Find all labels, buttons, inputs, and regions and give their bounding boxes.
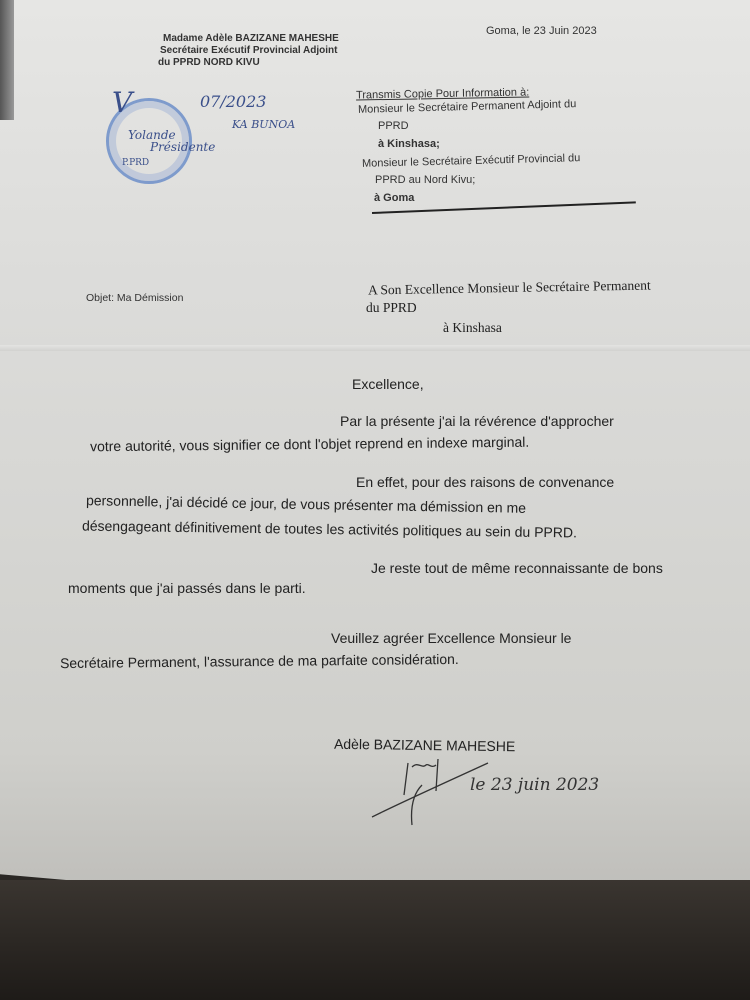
- addressee-line2: du PPRD: [366, 300, 417, 315]
- paragraph-1-line1: Par la présente j'ai la révérence d'approcher: [340, 413, 614, 429]
- copy-recipient-1-line1: Monsieur le Secrétaire Permanent Adjoint du: [357, 98, 577, 116]
- stamp-text: P.PRD: [122, 158, 150, 168]
- signatory-name: Adèle BAZIZANE MAHESHE: [333, 735, 516, 755]
- stamp-annotation-3: Présidente: [150, 140, 216, 154]
- stamp-annotation-1: KA BUNOA: [232, 118, 296, 131]
- sender-title: Secrétaire Exécutif Provincial Adjoint: [160, 45, 338, 56]
- addressee-line1: A Son Excellence Monsieur le Secrétaire Permanent: [367, 277, 651, 298]
- paragraph-4-line2: Secrétaire Permanent, l'assurance de ma parfaite considération.: [59, 650, 459, 672]
- salutation: Excellence,: [352, 376, 424, 392]
- copy-recipient-1-line2: PPRD: [378, 120, 409, 132]
- place-date: Goma, le 23 Juin 2023: [486, 25, 597, 37]
- paper-fold: [0, 345, 750, 351]
- paragraph-2-line3: désengageant définitivement de toutes les activités politiques au sein du PPRD.: [81, 517, 578, 541]
- paragraph-3-line2: moments que j'ai passés dans le parti.: [68, 580, 306, 596]
- paper-edge: [0, 0, 14, 120]
- copy-recipient-2-line1: Monsieur le Secrétaire Exécutif Provincial du: [361, 152, 581, 170]
- table-surface: [0, 880, 750, 1000]
- paragraph-1-line2: votre autorité, vous signifier ce dont l'objet reprend en indexe marginal.: [89, 433, 530, 455]
- copy-recipient-2-line2: PPRD au Nord Kivu;: [375, 174, 476, 186]
- copy-recipient-1-place: à Kinshasa;: [378, 138, 440, 150]
- sender-name: Madame Adèle BAZIZANE MAHESHE: [163, 33, 339, 44]
- stamp-annotation-date: 07/2023: [200, 92, 267, 111]
- copy-heading: Transmis Copie Pour Information à:: [355, 86, 530, 102]
- paragraph-2-line2: personnelle, j'ai décidé ce jour, de vous présenter ma démission en me: [85, 492, 527, 516]
- stamp-annotation-2: Yolande: [128, 128, 176, 142]
- sender-org: du PPRD NORD KIVU: [158, 57, 260, 68]
- handwritten-date: le 23 juin 2023: [470, 775, 600, 795]
- addressee-place: à Kinshasa: [443, 320, 502, 335]
- copy-recipient-2-place: à Goma: [374, 192, 415, 204]
- paragraph-3-line1: Je reste tout de même reconnaissante de bons: [371, 560, 663, 576]
- subject: Objet: Ma Démission: [86, 292, 184, 304]
- paragraph-2-line1: En effet, pour des raisons de convenance: [356, 474, 615, 490]
- paragraph-4-line1: Veuillez agréer Excellence Monsieur le: [331, 630, 572, 646]
- stamp-check-mark: V: [112, 86, 133, 119]
